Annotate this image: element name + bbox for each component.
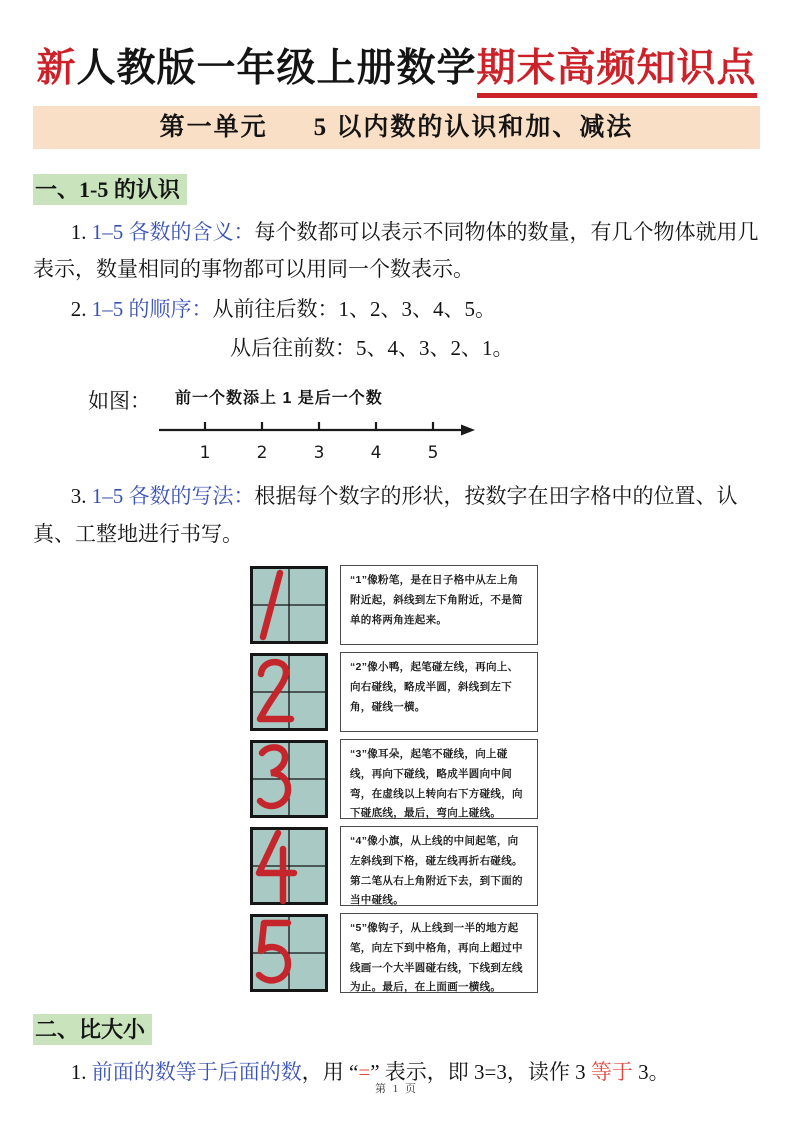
sec2-item1-mid2: ” 表示，即 3=3，读作 3 [370,1060,591,1085]
digit-1-description: “1”像粉笔，是在日子格中从左上角附近起，斜线到左下角附近，不是简单的将两角连起来。 [340,565,538,645]
sec2-item1-number: 1. [70,1060,87,1085]
figure-caption: 如图： [88,389,151,414]
item3-number: 3. [70,484,87,509]
digit-row-2 [250,652,760,732]
digit-4-description: “4”像小旗，从上线的中间起笔，向左斜线到下格，碰左线再折右碰线。第二笔从右上角附近下去，到下面的当中碰线。 [340,826,538,906]
equals-sign: = [358,1060,371,1085]
title-black-mid: 人教版一年级上册数学 [76,47,477,90]
digit-writing-table [250,565,760,993]
section2-heading [33,1013,760,1044]
title-red-underlined: 期末高频知识点 [477,47,757,98]
item2-line1: 从前往后数：1、2、3、4、5。 [212,296,497,321]
page-number: 第 1 页 [375,1083,418,1095]
digit-5-description: “5”像钩子，从上线到一半的地方起笔，向左下到中格角，再向上超过中线画一个大半圆碰右线，下线到左线为止。最后，在上面画一横线。 [340,913,538,993]
item1-lead: 1–5 各数的含义： [91,219,255,244]
item1-number: 1. [70,219,87,244]
digit-2-description: “2”像小鸭，起笔碰左线，再向上、向右碰线，略成半圆，斜线到左下角，碰线一横。 [340,652,538,732]
digit-row-1 [250,565,760,645]
arrowhead-icon [461,425,475,436]
digit-3-description: “3”像耳朵，起笔不碰线，向上碰线，再向下碰线，略成半圆向中间弯，在虚线以上转向右下方碰线，向下碰底线，最后，弯向上碰线。 [340,739,538,819]
sec2-item1-tail: 3。 [632,1060,670,1085]
tian-grid-digit-3-icon [250,740,328,818]
page-title [33,0,760,93]
section1-heading [33,173,760,204]
sec2-item1-lead: 前面的数等于后面的数 [91,1060,302,1085]
section1-item2-line1 [33,291,760,328]
tick-label-1: 1 [199,443,211,464]
unit-banner [33,106,760,149]
tick-label-2: 2 [256,443,268,464]
section1-item3 [33,478,760,553]
item3-body: 根据每个数字的形状，按数字在田字格中的位置、认真、工整地进行书写。 [33,484,738,546]
tick-label-4: 4 [370,443,382,464]
tian-grid-digit-1-icon [250,566,328,644]
digit-row-4 [250,826,760,906]
figure-label: 前一个数添上 1 是后一个数 [175,390,383,408]
tick-label-5: 5 [427,443,439,464]
item2-number: 2. [70,296,87,321]
section1-heading-highlight: 一、1-5 的认识 [33,174,187,205]
digit-row-5 [250,913,760,993]
item1-body: 每个数都可以表示不同物体的数量，有几个物体就用几表示，数量相同的事物都可以用同一个数表示。 [33,219,759,282]
unit-banner-title: 5 以内数的认识和加、减法 [313,113,634,141]
section2-heading-highlight: 二、比大小 [33,1014,152,1045]
tian-grid-digit-2-icon [250,653,328,731]
item2-lead: 1–5 的顺序： [91,296,213,321]
tick-label-3: 3 [313,443,325,464]
unit-banner-number: 第一单元 [159,113,268,141]
sec2-item1-mid1: ，用 “ [301,1060,359,1085]
figure-body [175,385,477,464]
number-line-figure [33,385,760,464]
tian-grid-digit-4-icon [250,827,328,905]
digit-row-3 [250,739,760,819]
tian-grid-digit-5-icon [250,914,328,992]
dengyu-red-word: 等于 [590,1060,633,1085]
number-line-diagram [157,416,477,464]
item3-lead: 1–5 各数的写法： [91,484,255,509]
section1-item1 [33,214,760,289]
title-red-lead: 新 [36,47,77,90]
section1-item2-line2 [230,330,760,367]
item2-line2: 从后往前数：5、4、3、2、1。 [230,335,514,360]
